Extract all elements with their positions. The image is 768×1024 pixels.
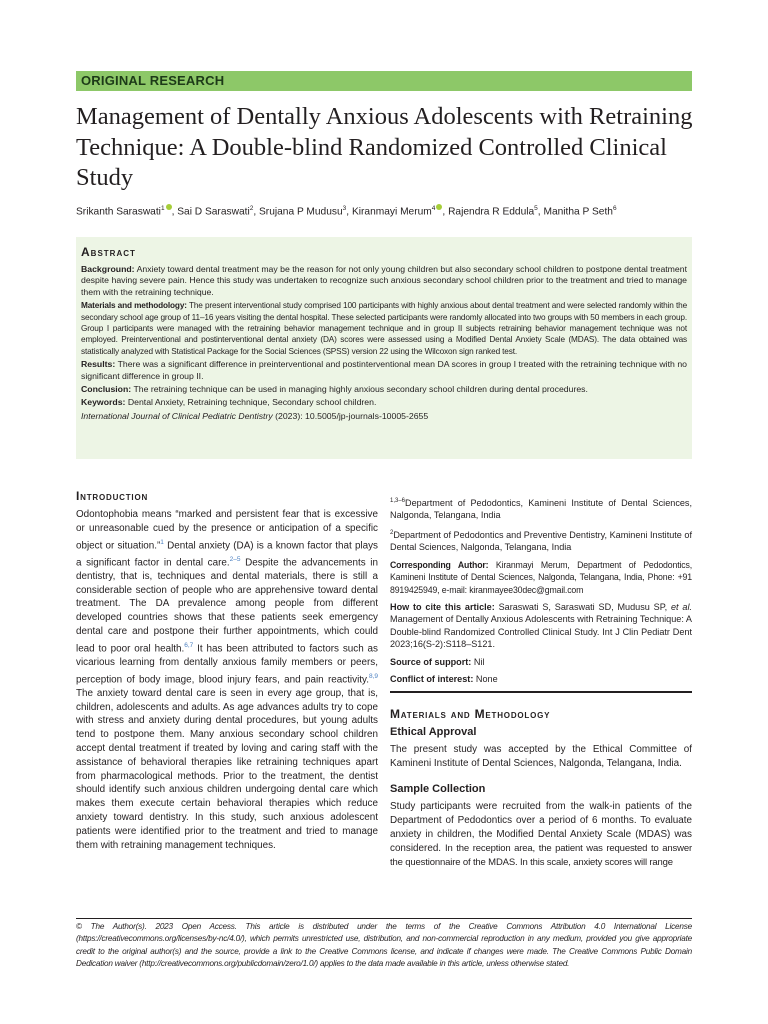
reference-link[interactable]: 2–5 [229, 555, 241, 563]
results-text: There was a significant difference in preinterventional and postinterventional mean DA scores in group I treated with the retraining technique with no significant difference in group II. [81, 359, 687, 381]
how-to-cite [390, 601, 692, 651]
background-text: Anxiety toward dental treatment may be the reason for not only young children but also secondary school children to postpone dental treatment despite having severe pain. Hence this study was undertaken to recognize such anxious secondary school children prior to the treatment and tried to manage them with the retraining technique. [81, 264, 687, 297]
methods-label: Materials and methodology: [81, 301, 187, 311]
keywords-text: Dental Anxiety, Retraining technique, Secondary school children. [127, 397, 377, 408]
support-text: Nil [471, 656, 485, 667]
abstract-background [81, 264, 687, 298]
citation-doi[interactable]: (2023): 10.5005/jp-journals-10005-2655 [272, 410, 429, 421]
affiliation-text: Department of Pedodontics and Preventive Dentistry, Kamineni Institute of Dental Sciences, Nalgonda, Telangana, India [390, 529, 692, 553]
abstract-methods [81, 300, 687, 357]
abstract-heading: Abstract [81, 245, 136, 259]
intro-text: Despite the advancements in dentistry, that is, techniques and dental materials, there is still a considerable section of people who are apprehensive toward dental treatment. The DA prevalence among people from different developed countries shows that these patients seek emergency dental care and postpone their further appointments, which could lead to poor oral health. [76, 556, 378, 655]
background-label: Background: [81, 264, 135, 274]
affiliation-text: Department of Pedodontics, Kamineni Institute of Dental Sciences, Nalgonda, Telangana, India [390, 498, 692, 521]
orcid-icon[interactable] [436, 204, 442, 210]
methods-heading: Materials and Methodology [390, 706, 551, 721]
footer-divider [76, 918, 692, 919]
conflict-label: Conflict of interest: [390, 673, 474, 684]
conclusion-label: Conclusion: [81, 384, 132, 395]
source-of-support [390, 656, 692, 668]
section-banner [76, 71, 692, 91]
introduction-paragraph [76, 508, 378, 852]
introduction-heading: Introduction [76, 489, 149, 503]
author-list: Srikanth Saraswati$^1$ , Sai D Saraswati$^2$, Srujana P Mudusu$^3$, Kiranmayi Merum$^4$ , Rajendra R Eddula$^5$, Manitha P Seth$^6$ [76, 205, 617, 218]
corresponding-author [390, 559, 692, 596]
author-name[interactable]: Sai D Saraswati [177, 206, 250, 218]
sample-collection-heading: Sample Collection [390, 783, 486, 796]
left-column [76, 489, 378, 852]
intro-text: Odontophobia means “marked and persistent fear that is excessive or unreasonable cued by the presence or anticipation of a specific object or situation.” [76, 509, 378, 551]
cite-label: How to cite this article: [390, 601, 495, 612]
author-name[interactable]: Srujana P Mudusu [259, 206, 343, 218]
section-divider [390, 691, 692, 693]
author-name[interactable]: Rajendra R Eddula [448, 206, 535, 218]
reference-link[interactable]: 1 [160, 538, 164, 546]
reference-link[interactable]: 8,9 [368, 672, 378, 680]
keywords-label: Keywords: [81, 397, 126, 408]
reference-link[interactable]: 6,7 [184, 641, 194, 649]
corresponding-label: Corresponding Author: [390, 559, 489, 570]
intro-text: Dental anxiety (DA) is a known factor that plays a significant factor in dental care. [76, 539, 378, 568]
abstract-box [76, 237, 692, 459]
affiliations-block [390, 495, 692, 685]
abstract-conclusion [81, 384, 687, 395]
article-title: Management of Dentally Anxious Adolescents with Retraining Technique: A Double-blind Randomized Controlled Clinical Study [76, 103, 693, 191]
author-affiliation-sup: 2 [249, 205, 254, 212]
conflict-of-interest [390, 673, 692, 685]
conflict-text: None [473, 673, 498, 684]
abstract-citation [81, 411, 687, 422]
author-affiliation-sup: 3 [342, 205, 347, 212]
sample-text: In the reception area, the patient was requested to answer the questionnaire of the MDAS. In this scale, anxiety scores will range [390, 842, 693, 868]
affiliation-2 [390, 527, 692, 554]
cite-text: Saraswati S, Saraswati SD, Mudusu SP, [494, 601, 671, 612]
author-affiliation-sup: 5 [534, 205, 538, 212]
corresponding-text: Kiranmayi Merum, Department of Pedodontics, Kamineni Institute of Dental Sciences, Nalgonda, Telangana, India, Phone: +91 8919425949, e-mail: kiranmayee30dec@gmail.com [390, 559, 692, 595]
methods-text: The present interventional study comprised 100 participants with highly anxious about dental treatment and were selected randomly within the secondary school age group of 11–16 years visiting the dental hospital. These selected participants were randomly allocated into two groups with 50 members in each group. Group I participants were managed with the retraining behavior management technique and in group II subjects retraining behavior management technique was not employed. Preinterventional and postinterventional dental anxiety (DA) scores were assessed using a Modified Dental Anxiety Scale (MDAS). The data obtained was statistically analyzed with Statistical Package for the Social Sciences (SPSS) version 22 using the Wilcoxon sign ranked test. [81, 301, 688, 356]
ethical-approval-heading: Ethical Approval [390, 725, 477, 738]
support-label: Source of support: [390, 656, 472, 667]
banner-label: ORIGINAL RESEARCH [81, 73, 225, 88]
cite-text: Management of Dentally Anxious Adolescents with Retraining Technique: A Double-blind Randomized Controlled Clinical Study. Int J Clin Pediatr Dent 2023;16(S-2):S118–S121. [390, 614, 692, 650]
author-affiliation-sup: 4 [431, 205, 436, 212]
citation-journal: International Journal of Clinical Pediatric Dentistry [81, 410, 273, 421]
author-affiliation-sup: 1 [160, 205, 165, 212]
intro-text: The anxiety toward dental care is seen in every age group, that is, children, adolescents and adults. As age advances adults try to cope with stress and anxiety during dental procedures, but young adults tend to postpone them. Many anxious secondary school children accept dental treatment if treated by loving and caring staff with the assistance of behavioral therapies like retraining techniques apart from pharmacological methods. Prior to the treatment, the dentist should identify such anxious children undergoing dental care which makes them execute certain behavioral therapies which reduce anxiety toward dentistry. In this study, such anxious adolescent patients were identified prior to the treatment and tried to manage them with retraining management techniques. [76, 687, 378, 851]
sample-text: Study participants were recruited from the walk-in patients of the Department of Pedodontics over a period of 6 months. To evaluate anxiety in children, the Modified Dental Anxiety Scale (MDAS) was considered. [390, 801, 692, 854]
orcid-icon[interactable] [166, 204, 172, 210]
affiliation-1 [390, 495, 692, 522]
ethical-approval-text: The present study was accepted by the Ethical Committee of Kamineni Institute of Dental Sciences, Nalgonda, Telangana, India. [390, 743, 692, 769]
section-spacer [390, 770, 692, 780]
cite-etal: et al. [670, 601, 692, 612]
author-name[interactable]: Kiranmayi Merum [351, 206, 432, 218]
affiliation-sup: 2 [390, 529, 394, 536]
conclusion-text: The retraining technique can be used in managing highly anxious secondary school children during dental procedures. [133, 384, 588, 395]
author-affiliation-sup: 6 [612, 205, 617, 212]
sample-collection-text [390, 800, 692, 869]
right-column [390, 495, 692, 869]
abstract-keywords [81, 397, 687, 408]
author-name[interactable]: Srikanth Saraswati [76, 206, 161, 218]
affiliation-sup: 1,3–6 [390, 498, 406, 504]
license-notice: © The Author(s). 2023 Open Access. This article is distributed under the terms of the Creative Commons Attribution 4.0 International License (https://creativecommons.org/licenses/by-nc/4.0/), which permits unrestricted use, distribution, and non-commercial reproduction in any medium, provided you give appropriate credit to the original author(s) and the source, provide a link to the Creative Commons license, and indicate if changes were made. The Creative Commons Public Domain Dedication waiver (http://creativecommons.org/publicdomain/zero/1.0/) applies to the data made available in this article, unless otherwise stated. [76, 922, 692, 968]
abstract-results [81, 359, 687, 382]
results-label: Results: [81, 359, 116, 370]
author-name[interactable]: Manitha P Seth [543, 206, 613, 218]
intro-text: It has been attributed to factors such as vicarious learning from dentally anxious family members or peers, perception of body image, blood injury fears, and pain reactivity. [76, 643, 378, 685]
